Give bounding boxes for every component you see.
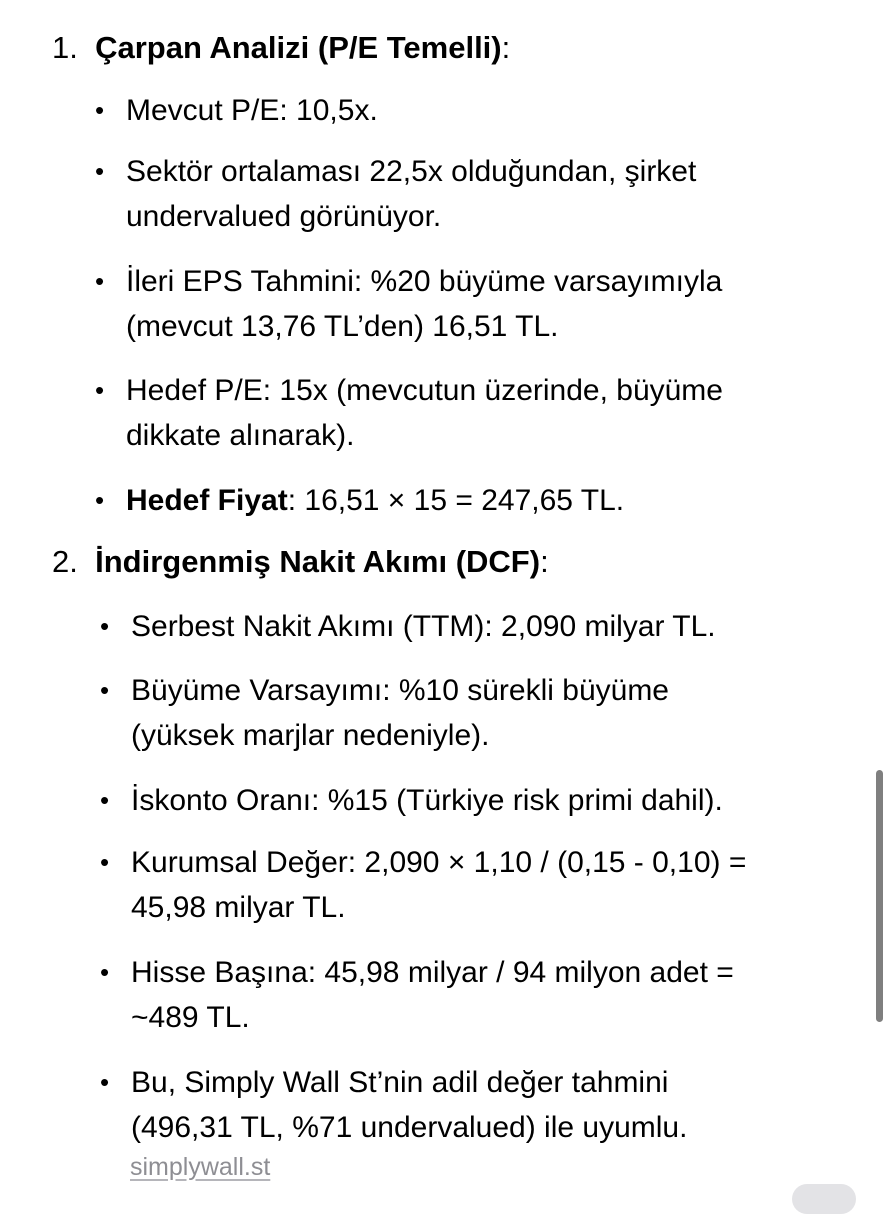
list-item-text: Bu, Simply Wall St’nin adil değer tahmini bbox=[131, 1066, 669, 1099]
scrollbar-thumb[interactable] bbox=[876, 770, 883, 1022]
section-2-colon: : bbox=[540, 544, 549, 579]
section-1-title: Çarpan Analizi (P/E Temelli) bbox=[95, 30, 502, 65]
bullet-icon: • bbox=[95, 375, 105, 405]
list-item-text: Mevcut P/E: 10,5x. bbox=[126, 94, 378, 127]
list-item bbox=[100, 778, 723, 823]
list-item-text: (mevcut 13,76 TL’den) 16,51 TL. bbox=[126, 310, 559, 343]
section-2-heading bbox=[52, 542, 549, 582]
target-price-value: : 16,51 × 15 = 247,65 TL. bbox=[287, 484, 625, 517]
list-item-text: Büyüme Varsayımı: %10 sürekli büyüme bbox=[131, 674, 669, 707]
list-item-text: 45,98 milyar TL. bbox=[131, 891, 346, 924]
list-item bbox=[100, 950, 734, 1040]
target-price-label: Hedef Fiyat bbox=[126, 484, 288, 517]
list-item bbox=[95, 149, 697, 239]
section-2-number: 2. bbox=[52, 544, 78, 579]
list-item bbox=[95, 478, 625, 523]
bullet-icon: • bbox=[100, 1067, 110, 1097]
list-item bbox=[100, 1060, 688, 1150]
list-item bbox=[100, 604, 716, 649]
bullet-icon: • bbox=[100, 785, 110, 815]
list-item bbox=[95, 368, 723, 458]
list-item bbox=[100, 668, 669, 758]
list-item-text: dikkate alınarak). bbox=[126, 419, 355, 452]
list-item-text: Hedef P/E: 15x (mevcutun üzerinde, büyüme bbox=[126, 374, 723, 407]
list-item-text: Sektör ortalaması 22,5x olduğundan, şirket bbox=[126, 155, 697, 188]
list-item-text: undervalued görünüyor. bbox=[126, 200, 442, 233]
section-2-title: İndirgenmiş Nakit Akımı (DCF) bbox=[95, 544, 541, 579]
list-item-text: (496,31 TL, %71 undervalued) ile uyumlu. bbox=[131, 1111, 688, 1144]
bullet-icon: • bbox=[95, 266, 105, 296]
bullet-icon: • bbox=[100, 675, 110, 705]
bullet-icon: • bbox=[100, 847, 110, 877]
bullet-icon: • bbox=[95, 156, 105, 186]
floating-pill-button[interactable] bbox=[792, 1184, 856, 1214]
section-1-number: 1. bbox=[52, 30, 78, 65]
list-item bbox=[95, 88, 378, 133]
list-item-text: Hisse Başına: 45,98 milyar / 94 milyon adet = bbox=[131, 956, 734, 989]
bullet-icon: • bbox=[100, 611, 110, 641]
bullet-icon: • bbox=[100, 957, 110, 987]
list-item-text bbox=[126, 478, 624, 523]
section-1-heading bbox=[52, 28, 510, 68]
list-item-text: (yüksek marjlar nedeniyle). bbox=[131, 719, 490, 752]
section-1-colon: : bbox=[501, 30, 511, 65]
list-item-text: İskonto Oranı: %15 (Türkiye risk primi dahil). bbox=[131, 784, 723, 817]
bullet-icon: • bbox=[95, 485, 105, 515]
list-item bbox=[100, 840, 747, 930]
list-item-text: ~489 TL. bbox=[131, 1001, 250, 1034]
list-item bbox=[95, 259, 723, 349]
bullet-icon: • bbox=[95, 95, 105, 125]
list-item-text: İleri EPS Tahmini: %20 büyüme varsayımıyla bbox=[126, 265, 723, 298]
source-link[interactable]: simplywall.st bbox=[130, 1153, 271, 1181]
list-item-text: Kurumsal Değer: 2,090 × 1,10 / (0,15 - 0,10) = bbox=[131, 846, 747, 879]
list-item-text: Serbest Nakit Akımı (TTM): 2,090 milyar TL. bbox=[131, 610, 716, 643]
